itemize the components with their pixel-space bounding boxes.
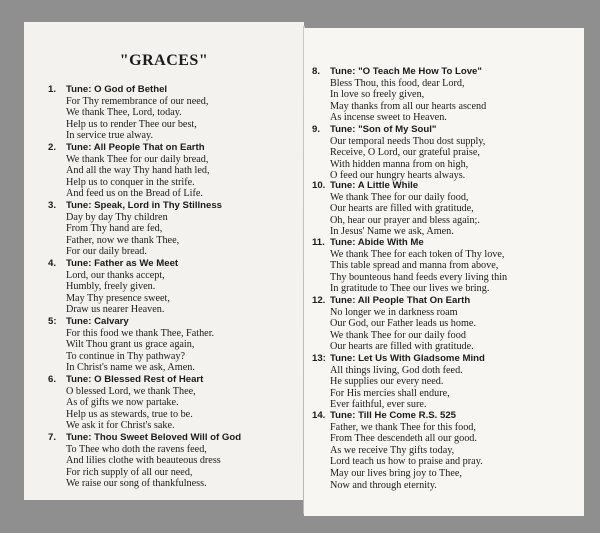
grace-14 — [312, 410, 578, 491]
grace-line: Lord teach us how to praise and pray. — [330, 456, 483, 468]
grace-5 — [48, 316, 300, 374]
grace-line: Father, we thank Thee for this food, — [330, 421, 476, 433]
grace-line: Our hearts are filled with gratitude. — [330, 341, 474, 353]
grace-line: Oh, hear our prayer and bless again;. — [330, 214, 480, 226]
grace-9 — [312, 124, 578, 182]
grace-tune: Tune: Abide With Me — [330, 237, 424, 248]
grace-number: 2. — [48, 142, 57, 153]
grace-line: May Thy presence sweet, — [66, 292, 170, 304]
grace-line: Ever faithful, ever sure. — [330, 399, 427, 411]
grace-line: Thy bounteous hand feeds every living thin — [330, 271, 508, 283]
grace-line: For rich supply of all our need, — [66, 466, 193, 478]
grace-line: For our daily bread. — [66, 246, 147, 258]
right-page — [304, 28, 584, 516]
grace-line: All things living, God doth feed. — [330, 364, 463, 376]
grace-number: 10. — [312, 180, 326, 191]
grace-number: 12. — [312, 295, 326, 306]
grace-line: May our lives bring joy to Thee, — [330, 467, 462, 479]
grace-line: We ask it for Christ's sake. — [66, 420, 175, 432]
grace-tune: Tune: Father as We Meet — [66, 258, 179, 269]
grace-tune: Tune: O God of Bethel — [66, 84, 168, 95]
grace-line: This table spread and manna from above, — [330, 260, 499, 272]
grace-number: 5: — [48, 316, 57, 327]
grace-line: To Thee who doth the ravens feed, — [66, 443, 207, 455]
grace-number: 4. — [48, 258, 57, 269]
grace-12 — [312, 295, 578, 353]
grace-number: 11. — [312, 237, 325, 248]
grace-line: As of gifts we now partake. — [66, 397, 179, 409]
grace-line: In service true alway. — [66, 130, 154, 142]
grace-10 — [312, 180, 578, 238]
grace-tune: Tune: Calvary — [66, 316, 129, 327]
grace-line: Help us as stewards, true to be. — [66, 408, 193, 420]
grace-line: From Thee descendeth all our good. — [330, 433, 477, 445]
grace-1 — [48, 84, 300, 142]
grace-number: 13: — [312, 353, 326, 364]
grace-line: Our temporal needs Thou dost supply, — [330, 135, 486, 147]
grace-number: 14. — [312, 410, 326, 421]
grace-line: Wilt Thou grant us grace again, — [66, 339, 195, 351]
grace-line: Help us to render Thee our best, — [66, 118, 197, 130]
grace-line: We thank Thee for our daily food — [330, 329, 466, 341]
page-title: "GRACES" — [119, 52, 209, 69]
grace-line: As incense sweet to Heaven. — [330, 112, 447, 124]
grace-6 — [48, 374, 300, 432]
grace-line: As we receive Thy gifts today, — [330, 444, 455, 456]
grace-line: O blessed Lord, we thank Thee, — [66, 385, 196, 397]
grace-line: Help us to conquer in the strife. — [66, 176, 195, 188]
grace-line: In love so freely given, — [330, 89, 425, 101]
grace-tune: Tune: "O Teach Me How To Love" — [330, 66, 482, 77]
grace-line: We thank Thee for our daily food, — [330, 191, 469, 203]
grace-tune: Tune: Speak, Lord in Thy Stillness — [66, 200, 223, 211]
grace-line: O feed our hungry hearts always. — [330, 170, 466, 182]
grace-line: For His mercies shall endure, — [330, 387, 450, 399]
grace-7 — [48, 432, 300, 490]
grace-line: We thank Thee, Lord, today. — [66, 107, 182, 119]
grace-line: In Christ's name we ask, Amen. — [66, 362, 195, 374]
grace-line: Lord, our thanks accept, — [66, 269, 165, 281]
grace-line: From Thy hand are fed, — [66, 223, 163, 235]
grace-line: And feed us on the Bread of Life. — [66, 188, 203, 200]
grace-tune: Tune: All People That on Earth — [66, 142, 205, 153]
grace-line: And all the way Thy hand hath led, — [66, 165, 210, 177]
grace-line: We thank Thee for each token of Thy love, — [330, 248, 505, 260]
grace-line: May thanks from all our hearts ascend — [330, 100, 487, 112]
grace-line: Humbly, freely given. — [66, 281, 156, 293]
grace-line: We raise our song of thankfulness. — [66, 478, 207, 490]
grace-4 — [48, 258, 300, 316]
grace-2 — [48, 142, 300, 200]
grace-line: For Thy remembrance of our need, — [66, 95, 209, 107]
grace-line: Now and through eternity. — [330, 479, 437, 491]
grace-tune: Tune: A Little While — [330, 180, 419, 191]
left-page — [24, 22, 304, 500]
grace-number: 9. — [312, 124, 321, 135]
grace-line: With hidden manna from on high, — [330, 158, 469, 170]
grace-tune: Tune: Thou Sweet Beloved Will of God — [66, 432, 242, 443]
grace-line: Our hearts are filled with gratitude, — [330, 203, 474, 215]
grace-tune: Tune: Let Us With Gladsome Mind — [330, 353, 485, 364]
grace-tune: Tune: O Blessed Rest of Heart — [66, 374, 204, 385]
grace-line: Day by day Thy children — [66, 211, 168, 223]
grace-line: Receive, O Lord, our grateful praise, — [330, 147, 480, 159]
grace-line: He supplies our every need. — [330, 376, 444, 388]
grace-number: 6. — [48, 374, 57, 385]
grace-number: 3. — [48, 200, 57, 211]
grace-line: We thank Thee for our daily bread, — [66, 153, 209, 165]
grace-line: And lilies clothe with beauteous dress — [66, 455, 221, 467]
grace-line: To continue in Thy pathway? — [66, 350, 186, 362]
grace-line: No longer we in darkness roam — [330, 306, 458, 318]
grace-tune: Tune: Till He Come R.S. 525 — [330, 410, 456, 421]
grace-tune: Tune: "Son of My Soul" — [330, 124, 437, 135]
grace-8 — [312, 66, 578, 124]
grace-11 — [312, 237, 578, 295]
grace-line: Bless Thou, this food, dear Lord, — [330, 77, 465, 89]
grace-line: Father, now we thank Thee, — [66, 234, 180, 246]
grace-line: In Jesus' Name we ask, Amen. — [330, 226, 454, 238]
grace-3 — [48, 200, 300, 258]
grace-line: Our God, our Father leads us home. — [330, 318, 476, 330]
grace-13 — [312, 353, 578, 411]
grace-number: 8. — [312, 66, 321, 77]
grace-line: For this food we thank Thee, Father. — [66, 327, 215, 339]
grace-number: 7. — [48, 432, 57, 443]
grace-number: 1. — [48, 84, 57, 95]
grace-line: Draw us nearer Heaven. — [66, 304, 165, 316]
grace-line: In gratitude to Thee our lives we bring. — [330, 283, 490, 295]
grace-tune: Tune: All People That On Earth — [330, 295, 471, 306]
